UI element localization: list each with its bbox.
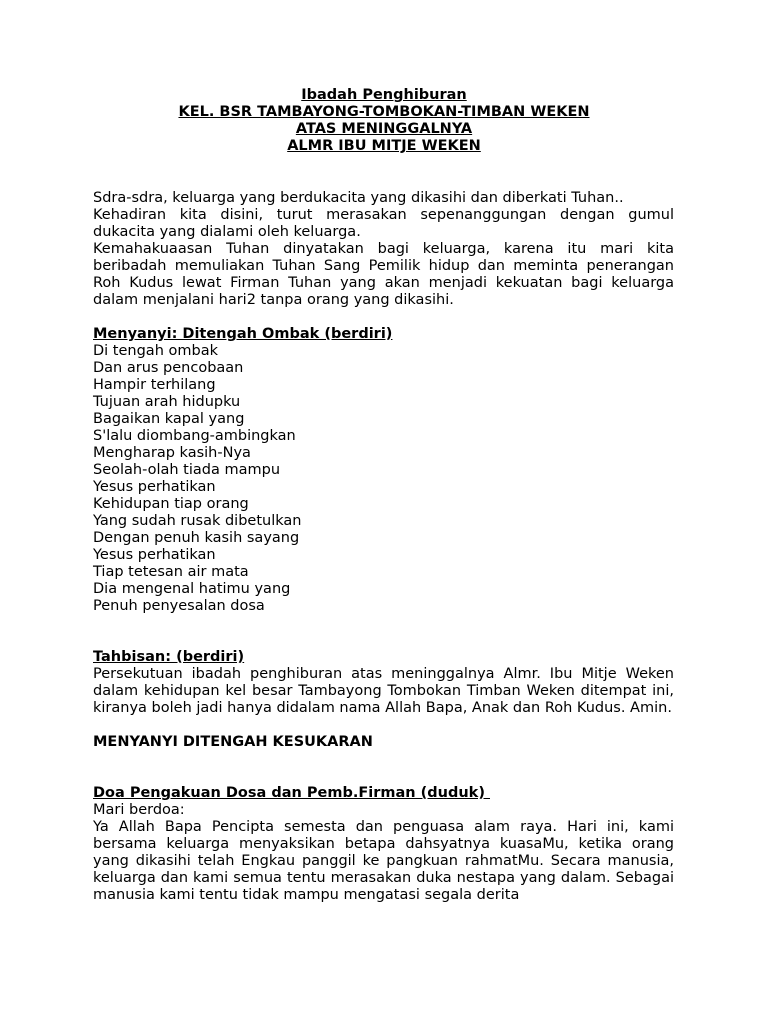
song1-lyrics <box>93 343 674 615</box>
doa-intro: Mari berdoa: <box>93 802 185 818</box>
song1-heading: Menyanyi: Ditengah Ombak (berdiri) <box>93 326 393 342</box>
lyric-line: Penuh penyesalan dosa <box>93 598 265 614</box>
lyric-line: Yang sudah rusak dibetulkan <box>93 513 302 529</box>
lyric-line: Tujuan arah hidupku <box>93 394 241 410</box>
title-line-1: Ibadah Penghiburan <box>301 87 467 103</box>
lyric-line: Yesus perhatikan <box>93 479 216 495</box>
lyric-line: Seolah-olah tiada mampu <box>93 462 281 478</box>
document-body <box>93 190 674 904</box>
lyric-line: Mengharap kasih-Nya <box>93 445 251 461</box>
lyric-line: Tiap tetesan air mata <box>93 564 249 580</box>
intro-greeting: Sdra-sdra, keluarga yang berdukacita yang dikasihi dan diberkati Tuhan.. <box>93 190 624 206</box>
lyric-line: Yesus perhatikan <box>93 547 216 563</box>
lyric-line: Dia mengenal hatimu yang <box>93 581 291 597</box>
intro-paragraph-3: Kemahakuaasan Tuhan dinyatakan bagi keluarga, karena itu mari kita beribadah memuliakan Tuhan Sang Pemilik hidup dan meminta penerangan Roh Kudus lewat Firman Tuhan yang akan menjadi kekuatan bagi keluarga dalam menjalani hari2 tanpa orang yang dikasihi. <box>93 241 674 308</box>
song2-heading: MENYANYI DITENGAH KESUKARAN <box>93 734 373 750</box>
lyric-line: Kehidupan tiap orang <box>93 496 249 512</box>
tahbisan-text: Persekutuan ibadah penghiburan atas meninggalnya Almr. Ibu Mitje Weken dalam kehidupan kel besar Tambayong Tombokan Timban Weken ditempat ini, kiranya boleh jadi hanya didalam nama Allah Bapa, Anak dan Roh Kudus. Amin. <box>93 666 674 716</box>
title-line-2: KEL. BSR TAMBAYONG-TOMBOKAN-TIMBAN WEKEN <box>178 104 590 120</box>
intro-paragraph-2: Kehadiran kita disini, turut merasakan sepenanggungan dengan gumul dukacita yang dialami oleh keluarga. <box>93 207 674 240</box>
lyric-line: Di tengah ombak <box>93 343 218 359</box>
lyric-line: Bagaikan kapal yang <box>93 411 245 427</box>
doa-text: Ya Allah Bapa Pencipta semesta dan penguasa alam raya. Hari ini, kami bersama keluarga menyaksikan betapa dahsyatnya kuasaMu, ketika orang yang dikasihi telah Engkau panggil ke pangkuan rahmatMu. Secara manusia, keluarga dan kami semua tentu merasakan duka nestapa yang dalam. Sebagai manusia kami tentu tidak mampu mengatasi segala derita <box>93 819 674 903</box>
document-title <box>0 87 768 155</box>
lyric-line: Dengan penuh kasih sayang <box>93 530 300 546</box>
lyric-line: S'lalu diombang-ambingkan <box>93 428 296 444</box>
lyric-line: Hampir terhilang <box>93 377 216 393</box>
doa-heading: Doa Pengakuan Dosa dan Pemb.Firman (duduk) <box>93 785 490 801</box>
title-line-4: ALMR IBU MITJE WEKEN <box>287 138 481 154</box>
tahbisan-heading: Tahbisan: (berdiri) <box>93 649 245 665</box>
lyric-line: Dan arus pencobaan <box>93 360 244 376</box>
title-line-3: ATAS MENINGGALNYA <box>295 121 473 137</box>
